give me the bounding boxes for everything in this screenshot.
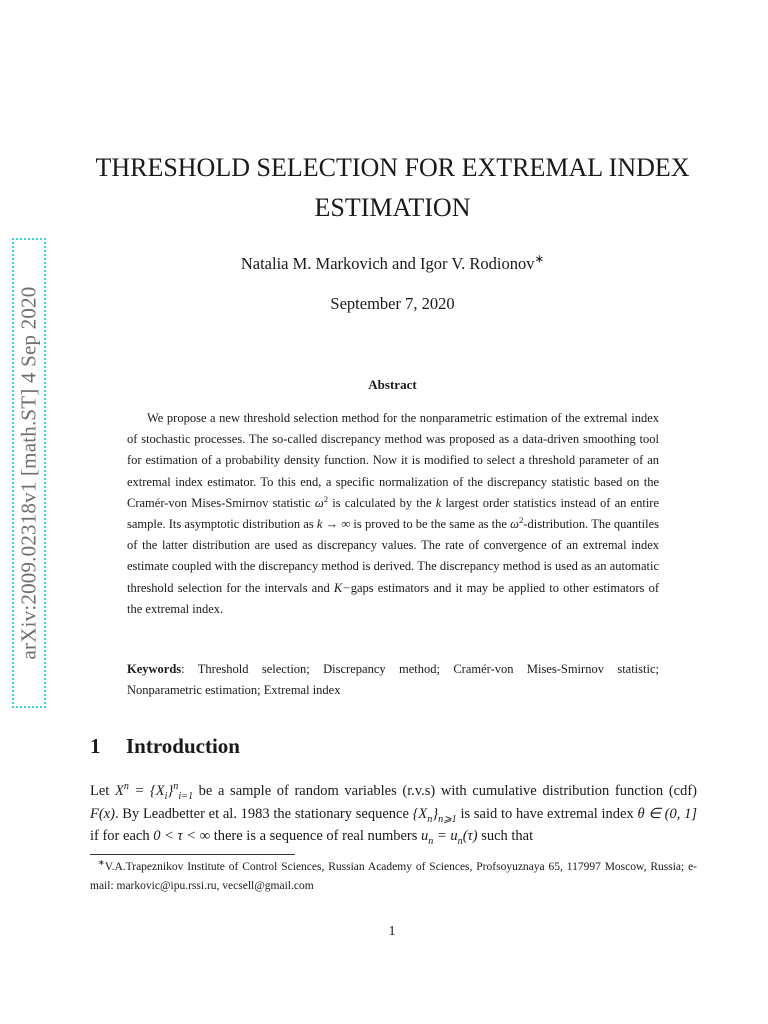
- footnote-divider: [90, 854, 295, 855]
- math-symbol: }: [432, 805, 439, 822]
- math-symbol: }: [167, 783, 174, 799]
- math-symbol: {X: [412, 805, 428, 822]
- arxiv-identifier-box: [12, 238, 46, 708]
- paper-date: September 7, 2020: [330, 294, 455, 313]
- math-subscript: n⩾1: [438, 813, 457, 825]
- abstract-part: We propose a new threshold selection method for the nonparametric estimation of the extremal index of stochastic processes. The so-called discrepancy method was proposed as a data-driven smoothing tool for estimation of a probability density function. Now it is modified to select a threshold parameter of an extremal index estimator. To this end, a specific normalization of the discrepancy statistic based on the Cramér-von Mises-Smirnov statistic: [127, 411, 659, 510]
- math-symbol: θ ∈ (0, 1]: [637, 805, 697, 822]
- omega-exponent: 2: [518, 514, 524, 525]
- paper-authors: [80, 254, 705, 274]
- abstract-part: largest order statistics instead of an entire sample. Its asymptotic distribution as: [127, 495, 660, 532]
- paper-title-line-1: THRESHOLD SELECTION FOR EXTREMAL INDEX: [95, 153, 690, 182]
- section-number: 1: [90, 734, 101, 758]
- keywords: [127, 659, 659, 701]
- paper-title-line-2: ESTIMATION: [314, 193, 471, 222]
- math-superscript: n: [173, 781, 179, 793]
- abstract-heading: Abstract: [368, 377, 417, 392]
- math-symbol: (τ): [462, 828, 478, 844]
- intro-text: . By Leadbetter et al. 1983 the stationary sequence: [114, 805, 413, 822]
- intro-text: is said to have extremal index: [456, 805, 638, 822]
- k-symbol: k: [435, 495, 442, 510]
- math-superscript: n: [123, 781, 129, 793]
- math-symbol: = {X: [128, 783, 165, 799]
- abstract-part: is proved to be the same as the: [350, 517, 511, 532]
- k-gaps-symbol: K−: [333, 580, 351, 595]
- abstract-part: -distribution. The quantiles of the latter distribution are used as discrepancy values. The rate of convergence of an extremal index estimate coupled with the discrepancy method is derived. The discrepancy method is used as an automatic threshold selection for the intervals and: [127, 517, 659, 595]
- page-number: 1: [388, 924, 396, 939]
- abstract-text: [127, 408, 659, 620]
- intro-text: there is a sequence of real numbers: [210, 828, 422, 844]
- keywords-text: : Threshold selection; Discrepancy method; Cramér-von Mises-Smirnov statistic; Nonparametric estimation; Extremal index: [127, 662, 659, 698]
- section-heading-introduction: [90, 734, 240, 759]
- math-symbol: X: [114, 783, 124, 799]
- math-subscript: n: [428, 835, 434, 847]
- omega-symbol: ω: [314, 495, 324, 510]
- section-title: Introduction: [126, 734, 240, 758]
- math-subscript: n: [457, 835, 463, 847]
- intro-text: be a sample of random variables (r.v.s) with cumulative distribution function (cdf): [193, 783, 697, 799]
- author-footnote-mark: ∗: [534, 253, 545, 266]
- footnote-mark: ∗: [98, 858, 105, 868]
- math-subscript: i=1: [178, 790, 194, 802]
- abstract-part: gaps estimators and it may be applied to other estimators of the extremal index.: [127, 580, 659, 616]
- omega-exponent: 2: [323, 493, 329, 504]
- footnote-text: V.A.Trapeznikov Institute of Control Sciences, Russian Academy of Sciences, Profsoyuznaya 65, 117997 Moscow, Russia; e-mail: markovic@ipu.rssi.ru, vecsell@gmail.com: [90, 861, 697, 892]
- introduction-paragraph: [90, 780, 697, 848]
- author-names: Natalia M. Markovich and Igor V. Rodionov: [240, 254, 535, 273]
- intro-text: Let: [90, 783, 115, 799]
- abstract-part: is calculated by the: [328, 495, 436, 510]
- math-subscript: i: [164, 790, 168, 802]
- math-symbol: 0 < τ < ∞: [153, 828, 211, 844]
- math-symbol: u: [421, 828, 429, 844]
- k-limit-expression: k → ∞: [316, 517, 351, 532]
- math-symbol: = u: [433, 828, 458, 844]
- keywords-label: Keywords: [127, 662, 182, 676]
- math-symbol: F(x): [90, 805, 115, 822]
- omega-symbol: ω: [510, 517, 519, 532]
- math-subscript: n: [427, 813, 433, 825]
- intro-text: if for each: [90, 828, 154, 844]
- paper-title: [80, 148, 705, 228]
- footnote: [90, 858, 697, 895]
- arxiv-identifier: arXiv:2009.02318v1 [math.ST] 4 Sep 2020: [16, 286, 41, 660]
- intro-text: such that: [477, 828, 534, 844]
